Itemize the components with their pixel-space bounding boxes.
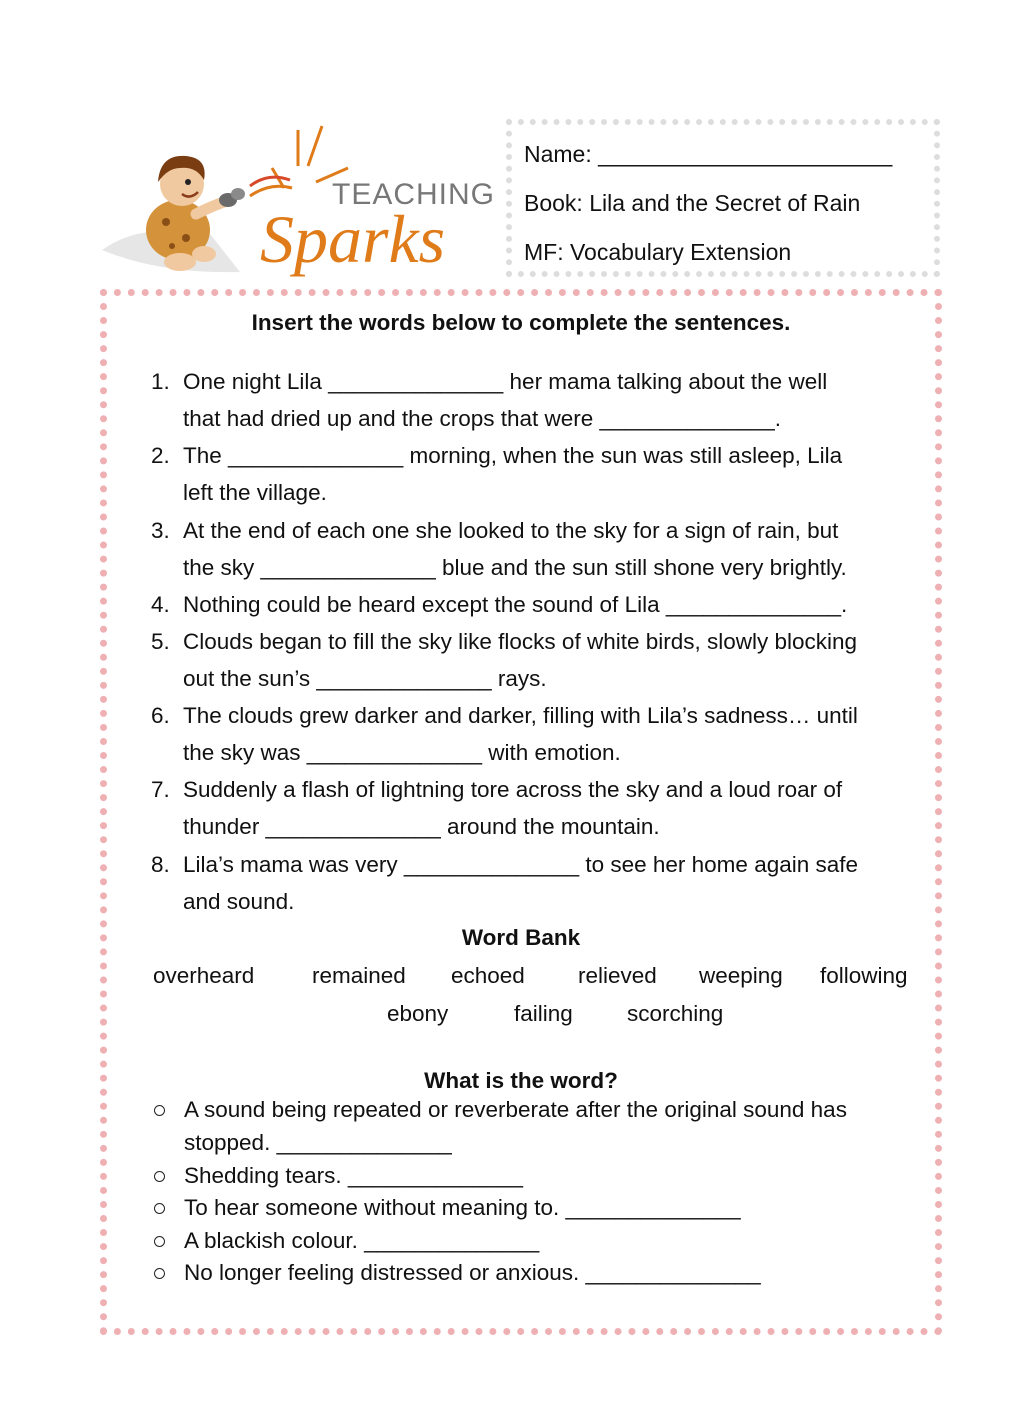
word-bank-word: overheard: [153, 963, 255, 988]
bullet-icon: [154, 1236, 165, 1247]
word-bank-word: weeping: [699, 963, 783, 988]
student-info-box: [506, 119, 940, 277]
word-bank-word: failing: [514, 1001, 573, 1026]
bullet-icon: [154, 1105, 165, 1116]
logo-sparks-text: Sparks: [260, 201, 446, 277]
logo-teaching-text: TEACHING: [332, 178, 492, 211]
word-bank-word: ebony: [387, 1001, 449, 1026]
word-bank-word: following: [820, 963, 908, 988]
book-title: Book: Lila and the Secret of Rain: [524, 190, 861, 216]
word-bank-word: relieved: [578, 963, 657, 988]
teaching-sparks-logo: [100, 122, 492, 282]
logo-graphic: [100, 122, 492, 282]
word-bank-word: echoed: [451, 963, 525, 988]
word-bank-title: Word Bank: [461, 925, 581, 950]
name-field[interactable]: Name: _______________________: [524, 141, 893, 167]
bullet-icon: [154, 1268, 165, 1279]
word-bank-word: scorching: [627, 1001, 724, 1026]
definitions-title: What is the word?: [424, 1068, 618, 1093]
worksheet-box: Insert the words below to complete the sentences. 1. One night Lila ______________ her mama talking about the well that had dried up and the crops that were ______________. 2. The ______________ morning, when the sun was still asleep, Lila left the village. 3. At the end of each one she looked to the sky for a sign of rain, but the sky ______________ blue and the sun still shone very brightly. 4. Nothing could be heard except the sound of Lila ______________. 5. Clouds began to fill the sky like flocks of white birds, slowly blocking out the sun’s ______________ rays. 6. The clouds grew darker and darker, filling with Lila’s sadness… until the sky was ______________ with emotion. 7. Suddenly a flash of lightning tore across the sky and a loud roar of thunder ______________ around the mountain. 8. Lila’s mama was very ______________ to see her home again safe and sound. Word Bank overheard remained echoed relieved weeping following ebony failing scorching What is the word? A sound being repeated or reverberate after the original sound has stopped. ______________ Shedding tears. ______________ To hear someone without meaning to. ______________ A blackish colour. ______________ No longer feeling distressed or anxious. ______________: [100, 289, 942, 1335]
bullet-icon: [154, 1203, 165, 1214]
bullet-icon: [154, 1171, 165, 1182]
mf-label: MF: Vocabulary Extension: [524, 239, 792, 265]
instructions-heading: Insert the words below to complete the sentences.: [251, 310, 791, 335]
word-bank-word: remained: [312, 963, 406, 988]
